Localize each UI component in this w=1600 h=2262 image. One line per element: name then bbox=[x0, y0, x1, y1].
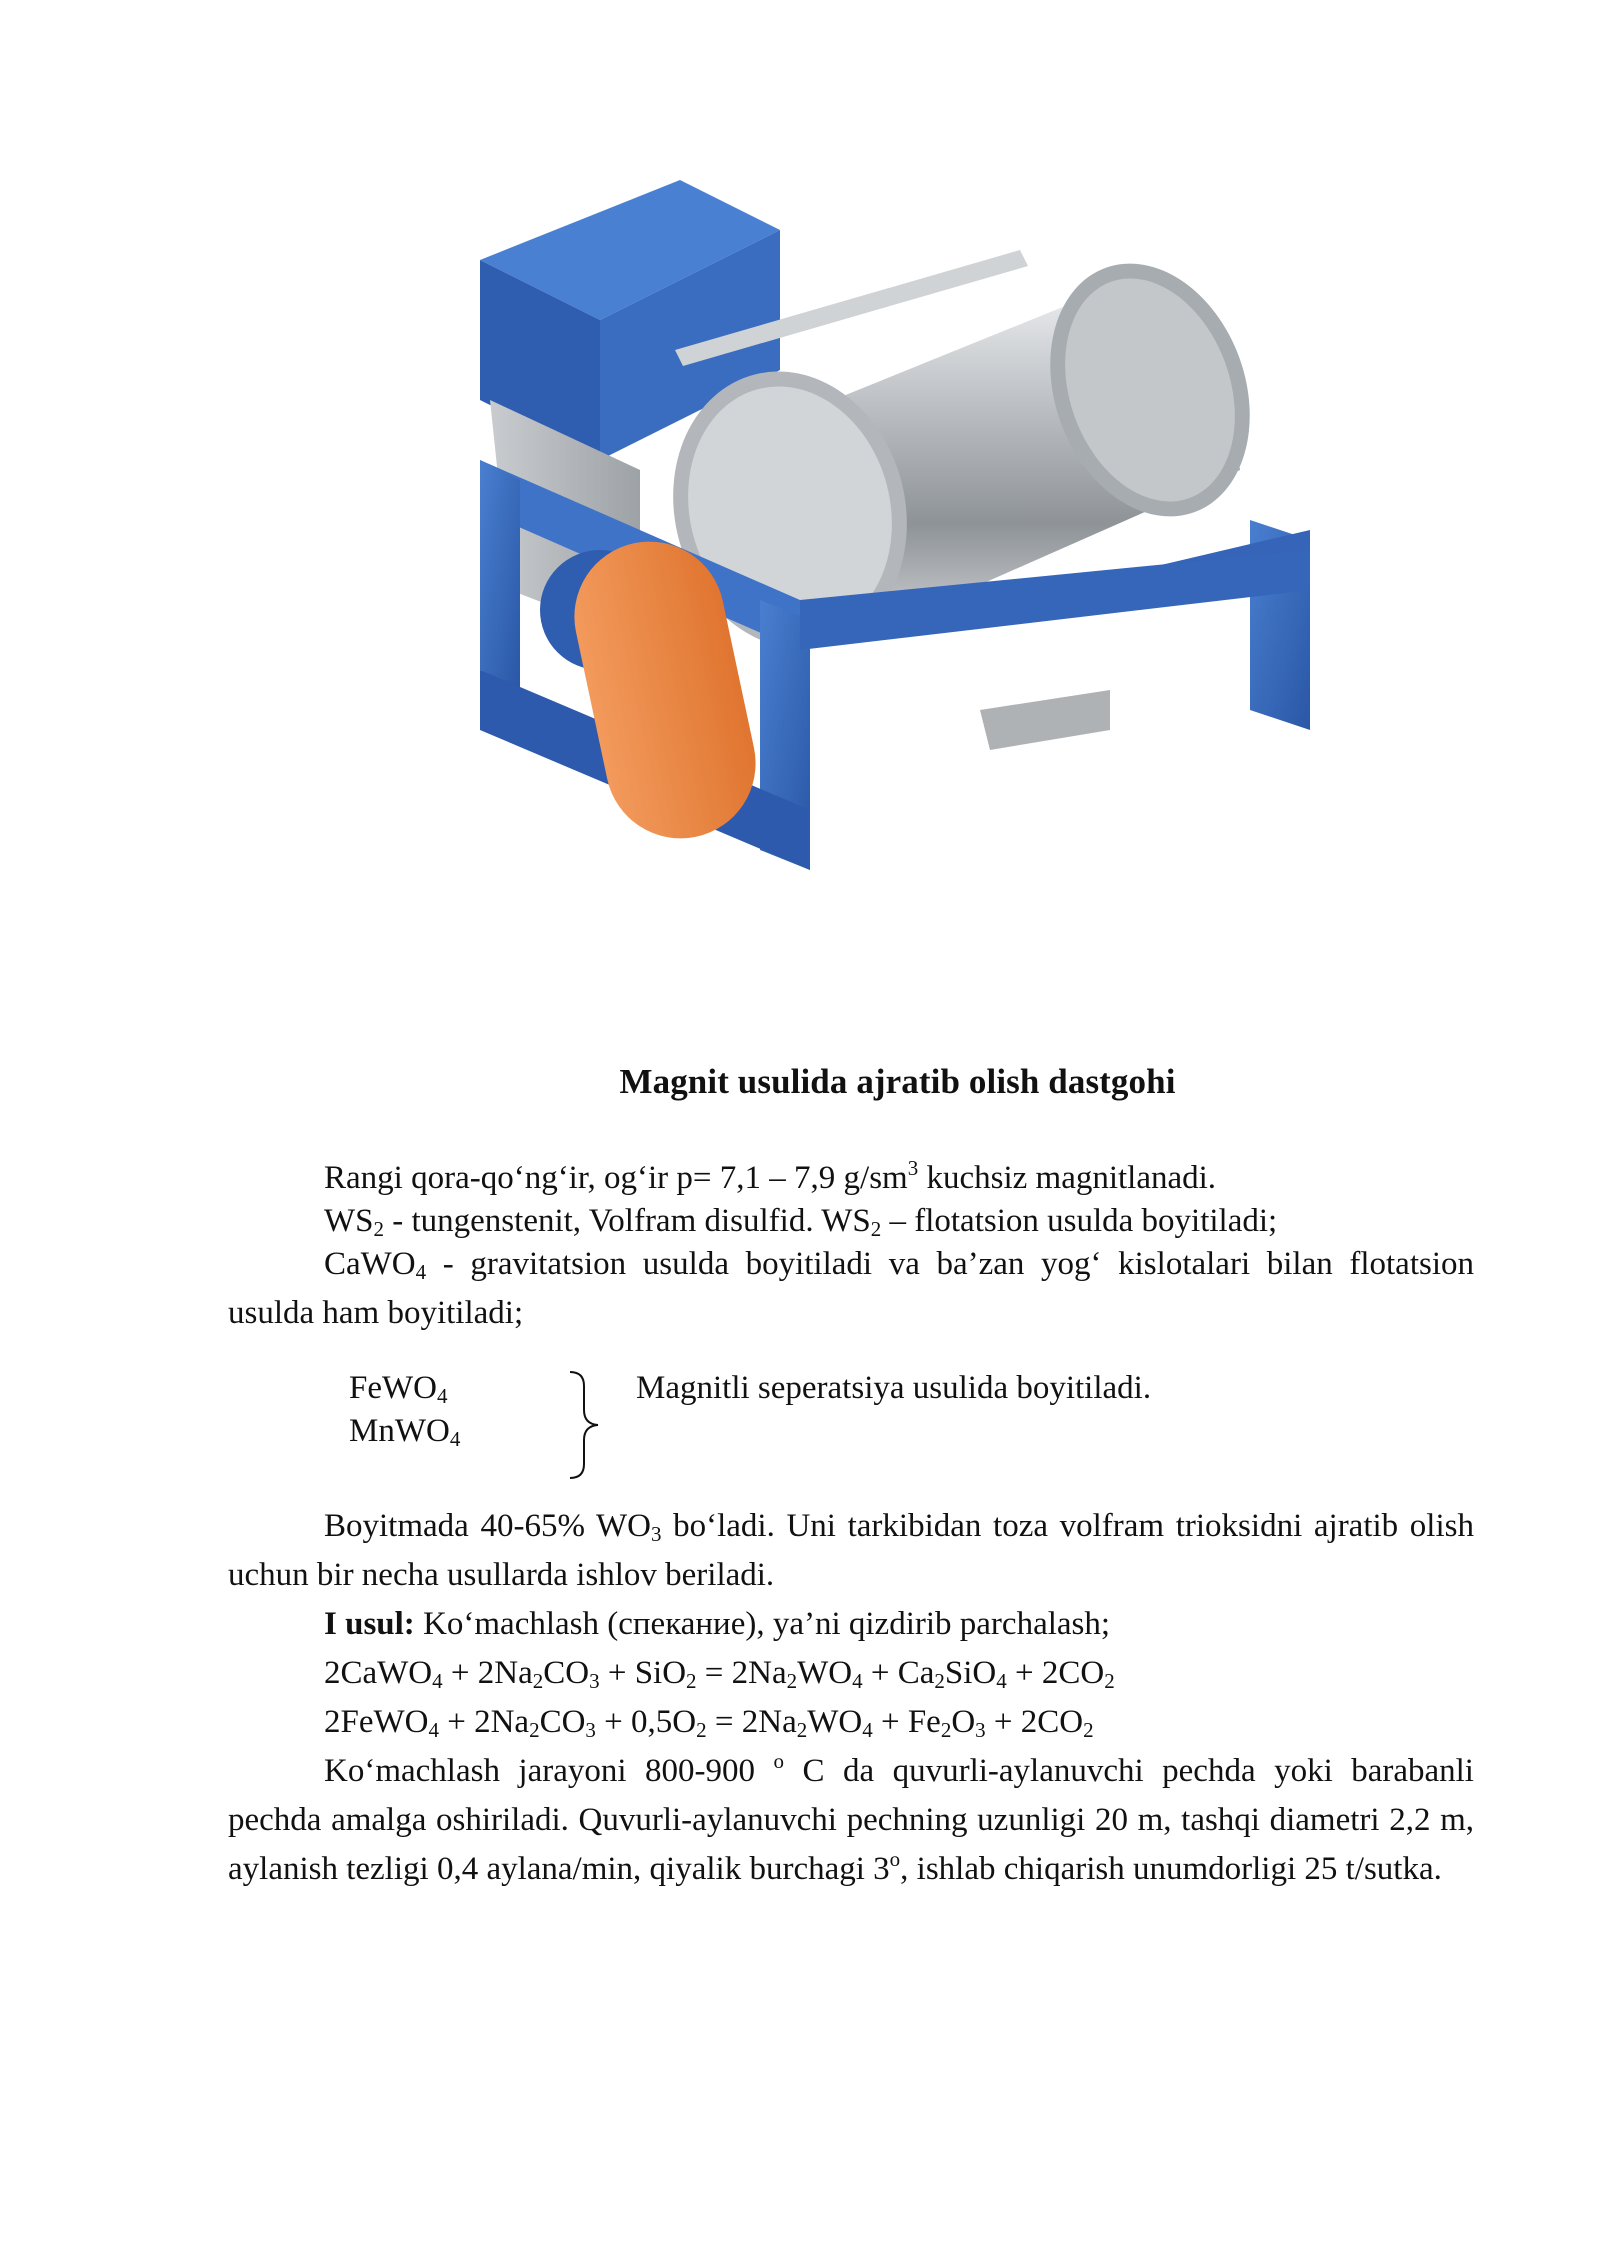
paragraph-ws2: $WS_2$ - tungenstenit, Volfram disulfid. $WS_2$ – flotatsion usulda boyitiladi; bbox=[324, 1203, 1278, 1241]
formula-mnwo4: MnWO$_4$ bbox=[349, 1413, 461, 1451]
paragraph-cawo4: CaWO$_4$ - gravitatsion usulda boyitiladi va ba’zan yog‘ kislotalari bilan flotatsion usulda ham boyitiladi; bbox=[228, 1246, 1474, 1331]
figure-caption: Magnit usulida ajratib olish dastgohi bbox=[619, 1062, 1176, 1101]
paragraph-wo3-content: Boyitmada 40-65% $WO_3$ bo‘ladi. Uni tarkibidan toza volfram trioksidni ajratib olish uchun bir necha usullarda ishlov beriladi. bbox=[228, 1508, 1474, 1593]
paragraph-density: Rangi qora-qo‘ng‘ir, og‘ir p= 7,1 – 7,9 $g/sm^3$ kuchsiz magnitlanadi. bbox=[324, 1156, 1217, 1196]
magnetic-separation-text: Magnitli seperatsiya usulida boyitiladi. bbox=[636, 1370, 1152, 1406]
equation-fewo4: 2FeWO$_4$ + $2Na_2CO_3 + 0,5O_2 = 2Na_2WO_4 + Fe_2O_3 + 2CO_2$ bbox=[324, 1704, 1094, 1742]
magnetic-separator-illustration bbox=[480, 170, 1340, 1040]
paragraph-sintering: Ko‘machlash jarayoni 800-900 $^o$ C da quvurli-aylanuvchi pechda yoki barabanli pechda amalga oshiriladi. Quvurli-aylanuvchi pechning uzunligi 20 m, tashqi diametri 2,2 m, aylanish tezligi 0,4 aylana/min, qiyalik burchagi 3$^o$, ishlab chiqarish unumdorligi 25 t/sutka. bbox=[228, 1749, 1474, 1887]
equation-cawo4: 2CaWO$_4$ + $2Na_2CO_3 + SiO_2 = 2Na_2WO_4 + Ca_2SiO_4 + 2CO_2$ bbox=[324, 1655, 1115, 1693]
paragraph-method-1: I usul: Ko‘machlash (спекание), ya’ni qizdirib parchalash; bbox=[324, 1606, 1111, 1642]
right-brace bbox=[566, 1370, 606, 1485]
formula-fewo4: FeWO$_4$ bbox=[349, 1370, 448, 1408]
